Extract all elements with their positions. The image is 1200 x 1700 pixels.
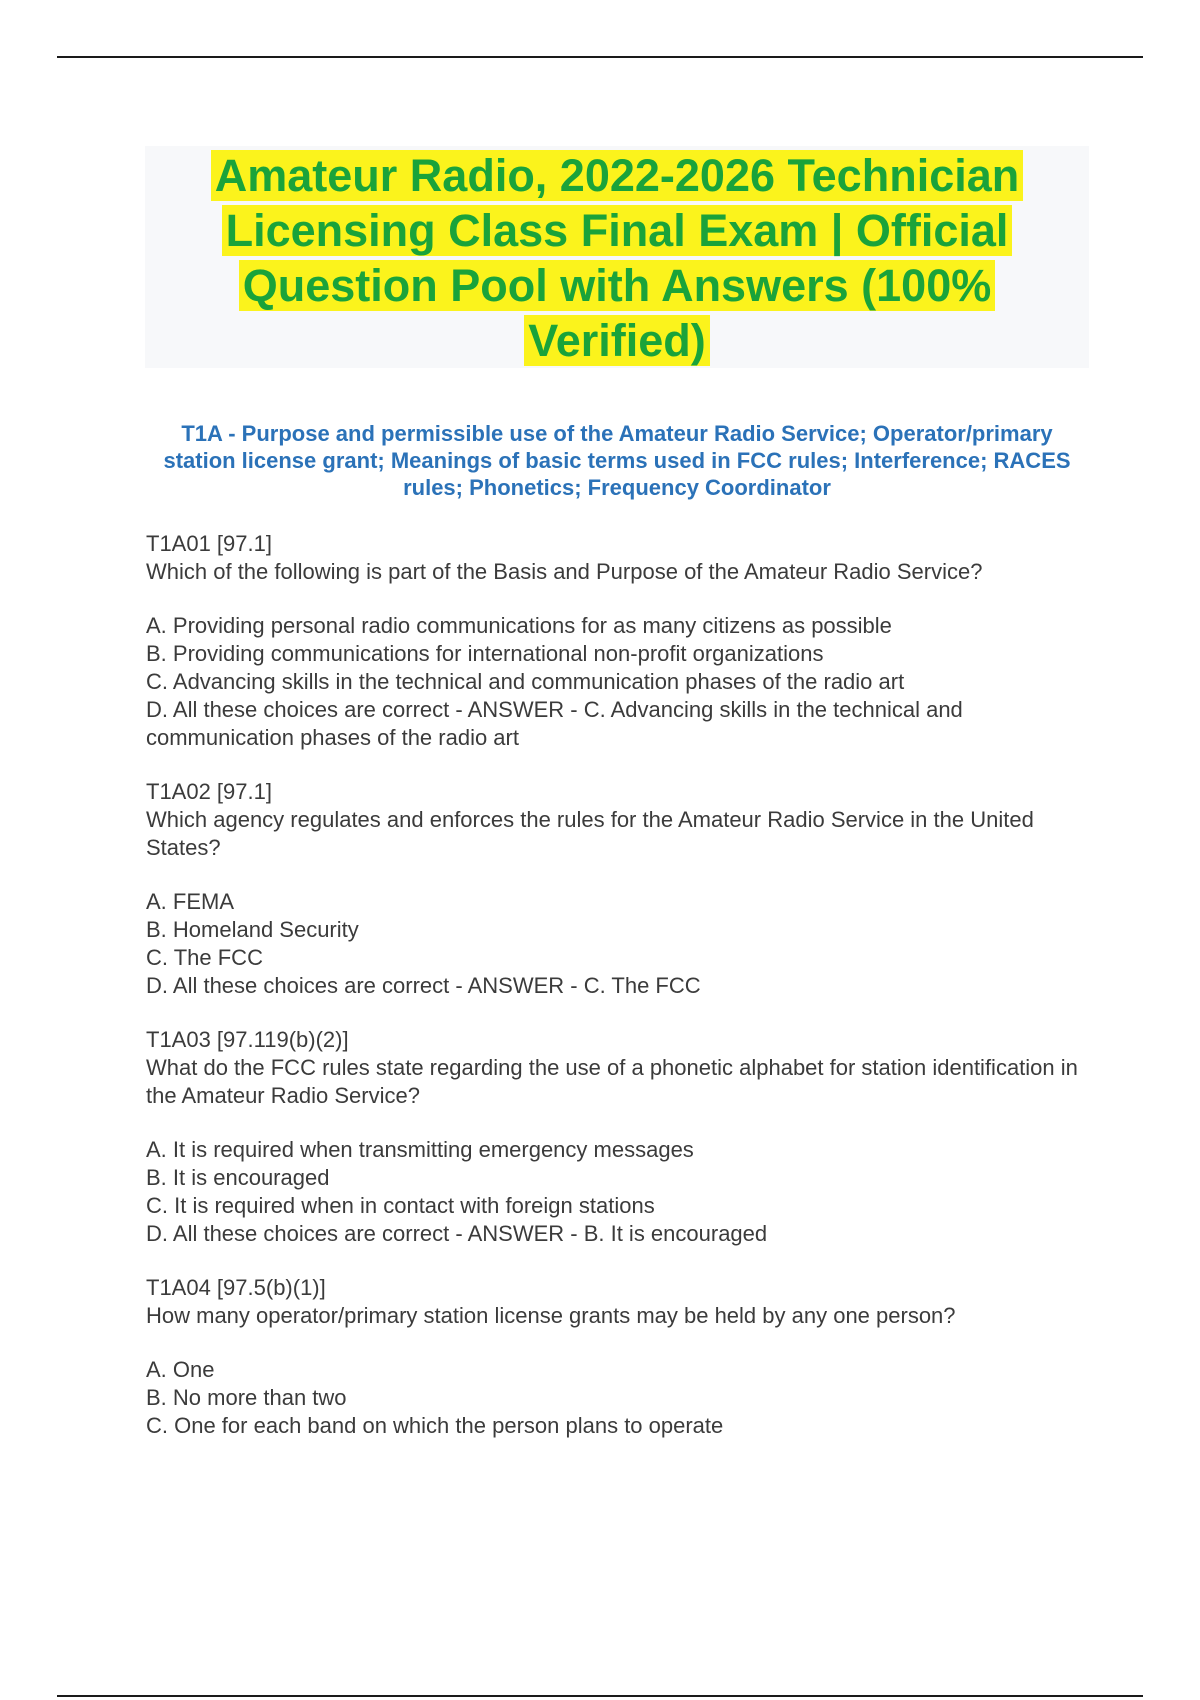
top-rule <box>57 56 1143 58</box>
answer-option: B. It is encouraged <box>146 1165 330 1190</box>
document-title <box>145 148 1089 368</box>
answer-option: B. Homeland Security <box>146 917 359 942</box>
answer-option: A. One <box>146 1357 215 1382</box>
answer-option: A. FEMA <box>146 889 235 914</box>
answer-option: D. All these choices are correct - ANSWER - B. It is encouraged <box>146 1221 768 1246</box>
question-item <box>146 1026 1086 1248</box>
answer-option: A. It is required when transmitting emergency messages <box>146 1137 694 1162</box>
answer-option: C. Advancing skills in the technical and communication phases of the radio art <box>146 669 905 694</box>
question-ref: T1A01 [97.1] <box>146 531 272 556</box>
answer-option: D. All these choices are correct - ANSWER - C. The FCC <box>146 973 701 998</box>
answer-option: C. It is required when in contact with foreign stations <box>146 1193 655 1218</box>
question-item <box>146 530 1086 752</box>
question-text: Which agency regulates and enforces the rules for the Amateur Radio Service in the United States? <box>146 807 1034 860</box>
question-ref: T1A02 [97.1] <box>146 779 272 804</box>
document-title-text: Amateur Radio, 2022-2026 Technician Licensing Class Final Exam | Official Question Pool with Answers (100% Verified) <box>211 150 1024 366</box>
bottom-rule <box>57 1695 1143 1697</box>
question-list <box>146 530 1086 1466</box>
answer-option: A. Providing personal radio communications for as many citizens as possible <box>146 613 892 638</box>
section-heading: T1A - Purpose and permissible use of the Amateur Radio Service; Operator/primary station license grant; Meanings of basic terms used in FCC rules; Interference; RACES rules; Phonetics; Frequency Coordinator <box>163 421 1071 500</box>
question-item <box>146 778 1086 1000</box>
question-text: How many operator/primary station license grants may be held by any one person? <box>146 1303 956 1328</box>
question-item <box>146 1274 1086 1440</box>
answer-option: D. All these choices are correct - ANSWER - C. Advancing skills in the technical and communication phases of the radio art <box>146 697 963 750</box>
question-text: Which of the following is part of the Basis and Purpose of the Amateur Radio Service? <box>146 559 983 584</box>
question-ref: T1A03 [97.119(b)(2)] <box>146 1027 349 1052</box>
answer-option: B. No more than two <box>146 1385 347 1410</box>
question-text: What do the FCC rules state regarding the use of a phonetic alphabet for station identification in the Amateur Radio Service? <box>146 1055 1078 1108</box>
answer-option: C. The FCC <box>146 945 263 970</box>
answer-option: B. Providing communications for international non-profit organizations <box>146 641 824 666</box>
answer-option: C. One for each band on which the person plans to operate <box>146 1413 724 1438</box>
question-ref: T1A04 [97.5(b)(1)] <box>146 1275 326 1300</box>
title-box <box>145 146 1089 368</box>
